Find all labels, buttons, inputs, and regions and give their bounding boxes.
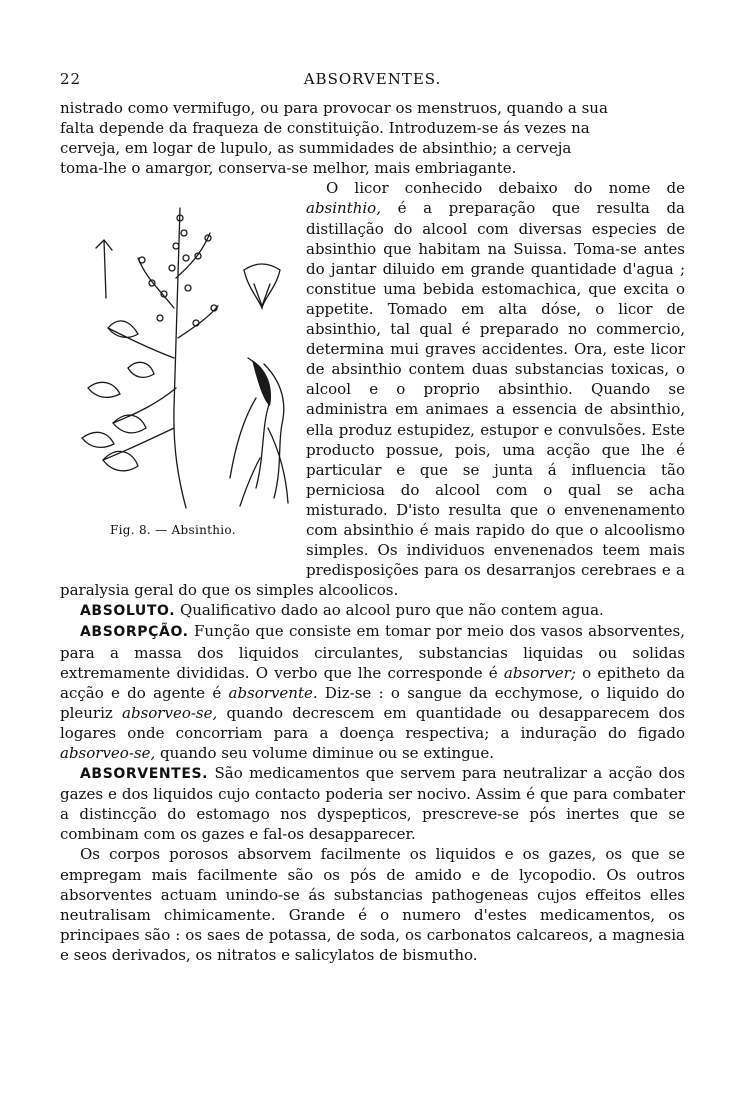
intro-line: cerveja, em logar de lupulo, as summidades de absinthio; a cerveja [60,139,572,158]
page-header [60,70,685,94]
headword-absorpcao: ABSORPÇÃO. [80,624,189,641]
intro-line: nistrado como vermifugo, ou para provocar os menstruos, quando a sua [60,99,608,117]
intro-paragraph [60,98,685,178]
figure-caption: Fig. 8. — Absinthio. [110,523,236,538]
absinthe-paragraph: O licor conhecido debaixo do nome de absinthio, é a preparação que resulta da distillação do alcool com diversas especies de absinthio que habitam na Suissa. Toma-se antes do jantar diluido em grande quantidade d'agua ; constitue uma bebida estomachica, que excita o appetite. Tomado em alta dóse, o licor de absinthio, tal qual é preparado no commercio, determina mui graves accidentes. Ora, este licor de absinthio contem duas substancias toxicas, o alcool e o proprio absinthio. Quando se administra em animaes a essencia de absinthio, ella produz estupidez, estupor e convulsões. Este producto possue, pois, uma acção que lhe é particular e que se junta á influencia tão perniciosa do alcool com o qual se acha misturado. D'isto resulta que o envenenamento com absinthio é mais rapido do que o alcoolismo simples. Os individuos envenenados teem mais predisposições para os desarranjos cerebraes e a paralysia geral do que os simples alcoolicos. [60,179,685,600]
running-title: ABSORVENTES. [303,70,442,88]
body-text [60,98,685,965]
absinthio-term: absinthio, [306,199,381,218]
page-number: 22 [60,70,82,88]
entry-absorpcao: ABSORPÇÃO. Função que consiste em tomar por meio dos vasos absorventes, para a massa dos liquidos circulantes, substancias liquidas ou solidas extremamente divididas. O verbo que lhe corresponde é absorver; o epitheto da acção e do agente é absorvente. Diz-se : o sangue da ecchymose, o liquido do pleuriz absorveo-se, quando decrescem em quantidade ou desapparecem dos logares onde concorriam para a doença respectiva; a induração do figado absorveo-se, quando seu volume diminue ou se extingue. [60,622,686,762]
intro-line: toma-lhe o amargor, conserva-se melhor, mais embriagante. [60,159,517,178]
closing-paragraph: Os corpos porosos absorvem facilmente os liquidos e os gazes, os que se empregam mais facilmente são os pós de amido e de lycopodio. Os outros absorventes actuam unindo-se ás substancias pathogeneas cujos effeitos elles neutralisam chimicamente. Grande é o numero d'estes medicamentos, os principaes são : os saes de potassa, de soda, os carbonatos calcareos, a magnesia e seos derivados, os nitratos e salicylatos de bismutho. [60,845,685,964]
headword-absorventes: ABSORVENTES. [80,766,209,783]
headword-absoluto: ABSOLUTO. [80,603,176,620]
entry-absorventes: ABSORVENTES. São medicamentos que servem para neutralizar a acção dos gazes e dos liquidos cujo contacto poderia ser nocivo. Assim é que para combater a distincção do estomago nos dyspepticos, prescreve-se pós inertes que se combinam com os gazes e fal-os desapparecer. [60,764,685,844]
entry-absoluto: ABSOLUTO. Qualificativo dado ao alcool puro que não contem agua. [80,601,604,620]
intro-line: falta depende da fraqueza de constituição. Introduzem-se ás vezes na [60,119,590,138]
absinthe-plant-illustration [68,188,293,518]
absinthe-figure [60,178,300,564]
